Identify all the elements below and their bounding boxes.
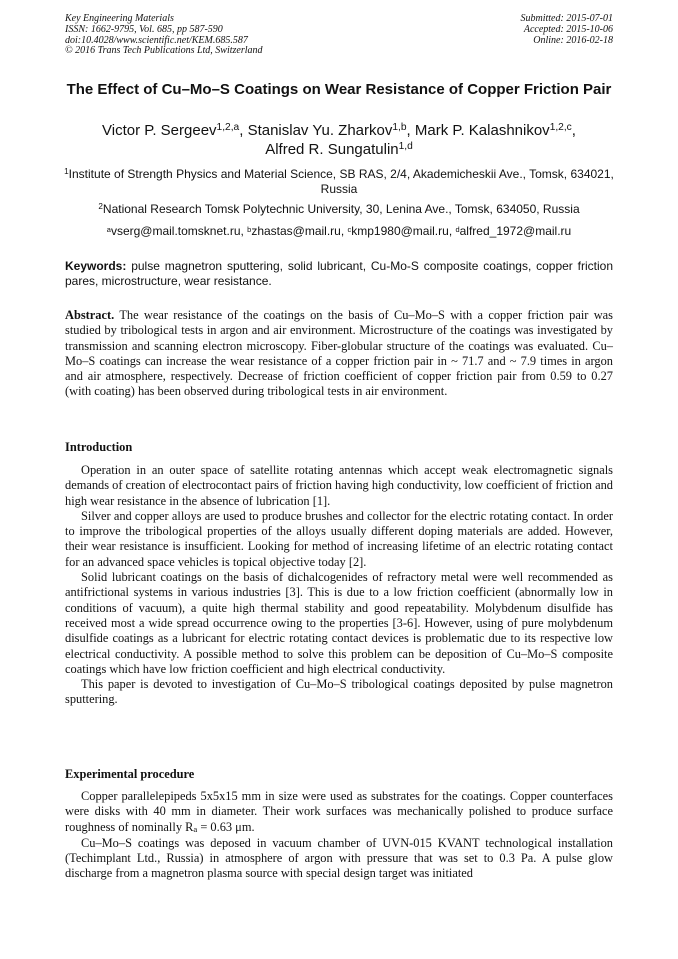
paragraph: Cu–Mo–S coatings was deposed in vacuum chamber of UVN-015 KVANT technological installation (Techimplant Ltd., Russia) in atmosphere of argon with pressure that was set to 0.3 Pa. A pulse glow discharge from a magnetron plasma source with special design target was initiated [65, 835, 613, 881]
author-list: Victor P. Sergeev$^{1,2,a}$, Stanislav Yu. Zharkov$^{1,b}$, Mark P. Kalashnikov$^{1,2,c}$, Alfred R. Sungatulin$^{1,d}$ [102, 122, 576, 158]
journal-name: Key Engineering Materials [65, 13, 174, 24]
copyright: © 2016 Trans Tech Publications Ltd, Switzerland [65, 45, 263, 57]
experimental-heading: Experimental procedure [65, 767, 195, 781]
paragraph: Silver and copper alloys are used to produce brushes and collector for the electric rotating contact. In order to improve the tribological properties of the alloys usually different doping materials are added. However, their wear resistance is insufficient. Looking for method of increasing lifetime of an electric rotating contact for an advanced space vehicles is topical objective today [2]. [65, 508, 613, 569]
email-link[interactable]: alfred_1972@mail.ru [459, 224, 572, 238]
author-affil-sup: 1,d [398, 141, 413, 153]
keywords-label: Keywords: [65, 259, 127, 273]
paper-title: The Effect of Cu–Mo–S Coatings on Wear Resistance of Copper Friction Pair [66, 81, 612, 98]
email-link[interactable]: vserg@mail.tomsknet.ru [110, 224, 241, 238]
experimental-body [65, 789, 613, 882]
affiliation-1: $^1$Institute of Strength Physics and Material Science, SB RAS, 2/4, Akademicheskii Ave., Tomsk, 634021, Russia [64, 167, 614, 196]
author-name: Mark P. Kalashnikov [414, 122, 550, 139]
author-name: Alfred R. Sungatulin [265, 141, 399, 158]
affiliation-2: $^2$National Research Tomsk Polytechnic University, 30, Lenina Ave., Tomsk, 634050, Russia [98, 202, 580, 216]
keywords [65, 259, 613, 288]
author-affil-sup: 1,2,a [216, 122, 240, 134]
abstract-text: The wear resistance of the coatings on the basis of Cu–Mo–S with a copper friction pair was studied by tribological tests in argon and air environment. Microstructure of the coatings was investigated by transmission and scanning electron microscopy. Fiber-globular structure of the coatings was evaluated. Cu–Mo–S coatings can increase the wear resistance of a copper friction pair in ~ 71.7 and ~ 7.9 times in argon and air atmosphere, respectively. Decrease of friction coefficient of copper friction pair from 0.59 to 0.27 (with coating) has been observed during tribological tests in air environment. [65, 308, 614, 399]
accepted-date: Accepted: 2015-10-06 [523, 23, 613, 35]
abstract [65, 308, 613, 400]
doi-link[interactable]: doi:10.4028/www.scientific.net/KEM.685.587 [65, 34, 248, 46]
journal-info [65, 14, 263, 57]
paragraph: This paper is devoted to investigation of Cu–Mo–S tribological coatings deposited by pulse magnetron sputtering. [65, 677, 613, 707]
author-affil-sup: 1,b [392, 122, 407, 134]
paragraph: Solid lubricant coatings on the basis of dichalcogenides of refractory metal were well recommended as antifrictional systems in various industries [3]. This is due to a low friction coefficient (abnormally low in conditions of vacuum), a quite high thermal stability and good repeatability. Molybdenum disulfide has received most a wide spread occurrence owing to the properties [3-6]. However, using of pure molybdenum disulfide coatings as a lubricant for electric rotating contact devices is problematic due to its respective low electrical conductivity. A possible method to solve this problem can be deposition of Cu–Mo–S composite coatings which have low friction coefficient and high electrical conductivity. [65, 570, 613, 676]
email-link[interactable]: kmp1980@mail.ru [351, 224, 449, 238]
keywords-text: pulse magnetron sputtering, solid lubricant, Cu-Mo-S composite coatings, copper friction pares, microstructure, wear resistance. [65, 259, 613, 288]
introduction-body [65, 463, 613, 708]
online-date: Online: 2016-02-18 [533, 34, 613, 46]
author-name: Stanislav Yu. Zharkov [247, 122, 393, 139]
paragraph: Copper parallelepipeds 5x5x15 mm in size were used as substrates for the coatings. Copper counterfaces were disks with 40 mm in diameter. Their work surfaces was mechanically polished to produce surface roughness of nominally Ra = 0.63 μm. [65, 789, 613, 835]
author-name: Victor P. Sergeev [102, 122, 217, 139]
paragraph: Operation in an outer space of satellite rotating antennas which accept weak electromagnetic signals demands of creation of electrocontact pairs of friction having high conductivity, low coefficient of friction and high wear resistance in the absence of lubrication [1]. [65, 463, 613, 508]
abstract-label: Abstract. [65, 308, 115, 322]
issn-info: ISSN: 1662-9795, Vol. 685, pp 587-590 [65, 23, 223, 35]
introduction-heading: Introduction [65, 440, 133, 454]
email-link[interactable]: zhastas@mail.ru [251, 224, 341, 238]
author-affil-sup: 1,2,c [549, 122, 572, 134]
email-list: $^a$vserg@mail.tomsknet.ru, $^b$zhastas@mail.ru, $^c$kmp1980@mail.ru, $^d$alfred_1972@mail.ru [106, 224, 572, 238]
submitted-date: Submitted: 2015-07-01 [520, 13, 613, 24]
submission-dates [521, 14, 614, 46]
